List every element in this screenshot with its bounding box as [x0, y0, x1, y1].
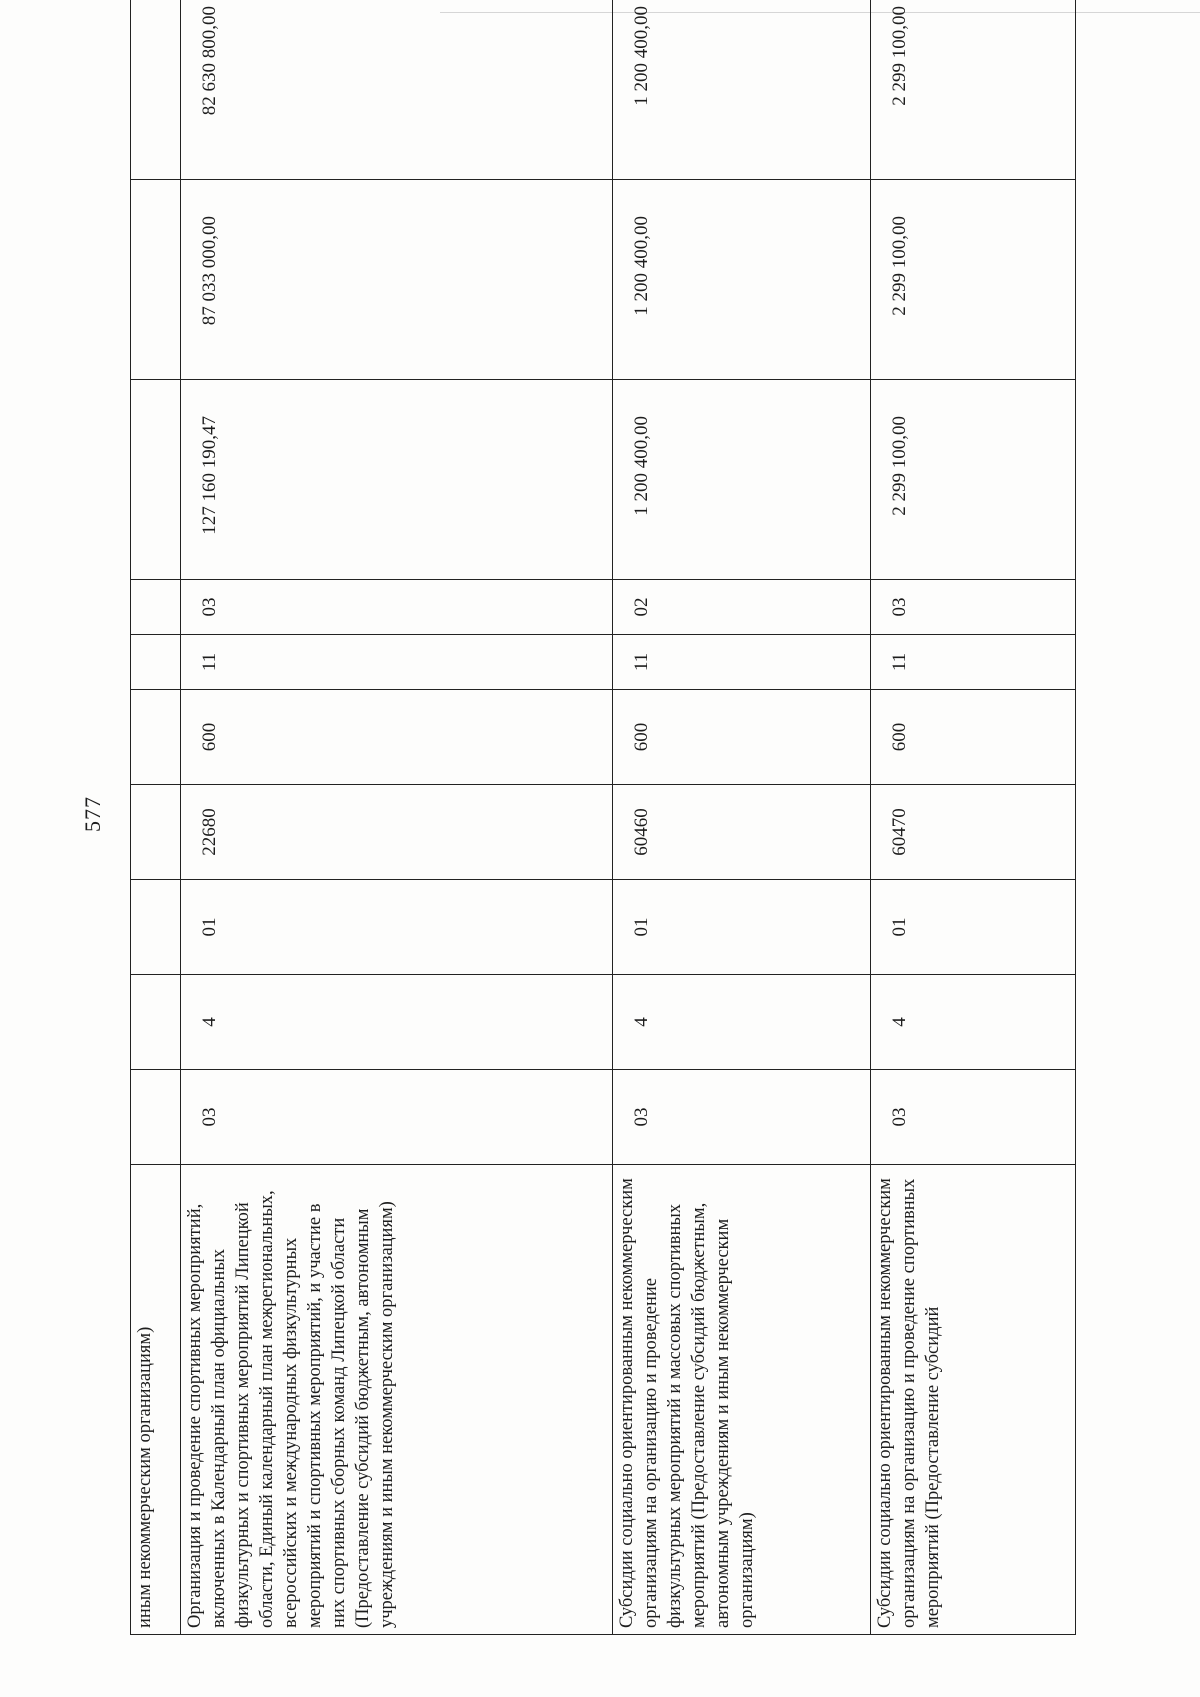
section-code-cell: 03: [871, 1070, 1076, 1165]
amount-year1-cell: 1 200 400,00: [613, 380, 871, 580]
amount-year3-cell: 82 630 800,00: [181, 0, 613, 180]
budget-table: [130, 0, 1076, 1635]
program-code-cell: 4: [871, 975, 1076, 1070]
cell: [131, 975, 181, 1070]
direction-code-cell: 60470: [871, 785, 1076, 880]
amount-year2-cell: 2 299 100,00: [871, 180, 1076, 380]
cell: [131, 180, 181, 380]
cell: [131, 690, 181, 785]
amount-year2-cell: 1 200 400,00: [613, 180, 871, 380]
amount-year1-cell: 2 299 100,00: [871, 380, 1076, 580]
section-code-cell: 03: [613, 1070, 871, 1165]
amount-year1-cell: 127 160 190,47: [181, 380, 613, 580]
chapter-code-cell: 11: [181, 635, 613, 690]
page-number: 577: [80, 796, 105, 832]
cell: [131, 880, 181, 975]
expense-type-cell: 600: [613, 690, 871, 785]
amount-year2-cell: 87 033 000,00: [181, 180, 613, 380]
subprogram-code-cell: 01: [613, 880, 871, 975]
table-row: [613, 0, 871, 1635]
expense-type-cell: 600: [181, 690, 613, 785]
direction-code-cell: 22680: [181, 785, 613, 880]
amount-year3-cell: 1 200 400,00: [613, 0, 871, 180]
cell: [131, 0, 181, 180]
subchapter-code-cell: 02: [613, 580, 871, 635]
cell: [131, 635, 181, 690]
subprogram-code-cell: 01: [871, 880, 1076, 975]
row-name-cell: Субсидии социально ориентированным некоммерческим организациям на организацию и проведение спортивных мероприятий (Предоставление субсидий: [871, 1165, 1076, 1635]
table-row: [871, 0, 1076, 1635]
table-row: [181, 0, 613, 1635]
cell: [131, 1070, 181, 1165]
section-code-cell: 03: [181, 1070, 613, 1165]
row-name-cell: иным некоммерческим организациям): [131, 1165, 181, 1635]
subchapter-code-cell: 03: [181, 580, 613, 635]
cell: [131, 785, 181, 880]
expense-type-cell: 600: [871, 690, 1076, 785]
subchapter-code-cell: 03: [871, 580, 1076, 635]
row-name-cell: Субсидии социально ориентированным некоммерческим организациям на организацию и проведение физкультурных мероприятий и массовых спортивных мероприятий (Предоставление субсидий бюджетным, автономным учреждениям и иным некоммерческим организациям): [613, 1165, 871, 1635]
subprogram-code-cell: 01: [181, 880, 613, 975]
program-code-cell: 4: [181, 975, 613, 1070]
chapter-code-cell: 11: [613, 635, 871, 690]
direction-code-cell: 60460: [613, 785, 871, 880]
table-row: [131, 0, 181, 1635]
program-code-cell: 4: [613, 975, 871, 1070]
cell: [131, 580, 181, 635]
budget-table-rotated: [130, 6, 1075, 1635]
cell: [131, 380, 181, 580]
chapter-code-cell: 11: [871, 635, 1076, 690]
amount-year3-cell: 2 299 100,00: [871, 0, 1076, 180]
row-name-cell: Организация и проведение спортивных мероприятий, включенных в Календарный план официальных физкультурных и спортивных мероприятий Липецкой области, Единый календарный план межрегиональных, всероссийских и международных физкультурных мероприятий и спортивных мероприятий, и участие в них спортивных сборных команд Липецкой области (Предоставление субсидий бюджетным, автономным учреждениям и иным некоммерческим организациям): [181, 1165, 613, 1635]
